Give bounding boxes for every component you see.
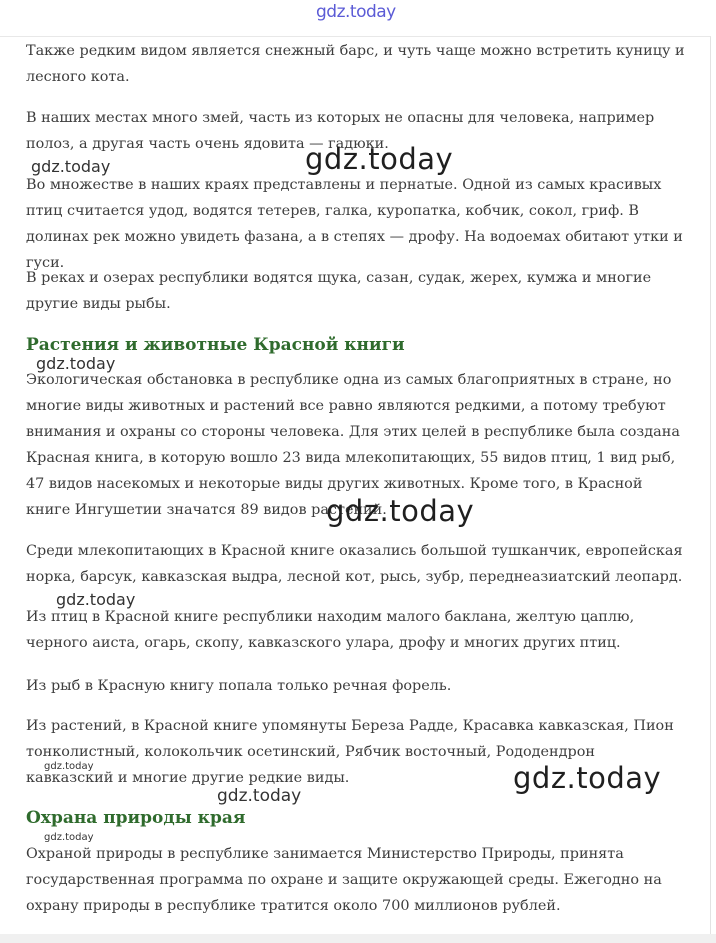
watermark: gdz.today bbox=[305, 142, 454, 176]
heading-red-book: Растения и животные Красной книги bbox=[26, 335, 405, 355]
paragraph-red-book-fish: Из рыб в Красную книгу попала только речная форель. bbox=[26, 678, 452, 694]
paragraph-plants: Из растений, в Красной книге упомянуты Береза Радде, Красавка кавказская, Пион тонколистный, колокольчик осетинский, Рябчик восточный, Рододендрон кавказский и многие другие редкие виды. bbox=[26, 718, 674, 786]
paragraph-mammals: Среди млекопитающих в Красной книге оказались большой тушканчик, европейская норка, барсук, кавказская выдра, лесной кот, рысь, зубр, переднеазиатский леопард. bbox=[26, 543, 683, 585]
watermark: gdz.today bbox=[326, 494, 475, 528]
heading-nature-protection: Охрана природы края bbox=[26, 808, 246, 828]
paragraph-red-book-birds: Из птиц в Красной книге республики находим малого баклана, желтую цаплю, черного аиста, огарь, скопу, кавказского улара, дрофу и многих других птиц. bbox=[26, 609, 635, 651]
paragraph-red-book-intro: Экологическая обстановка в республике одна из самых благоприятных в стране, но многие виды животных и растений все равно являются редкими, а потому требуют внимания и охраны со стороны человека. Для этих целей в республике была создана Красная книга, в которую вошло 23 вида млекопитающих, 55 видов птиц, 1 вид рыб, 47 видов насекомых и некоторые виды других животных. Кроме того, в Красной книге Ингушетии значатся 89 видов растений. bbox=[26, 372, 680, 518]
paragraph-fish: В реках и озерах республики водятся щука, сазан, судак, жерех, кумжа и многие другие виды рыбы. bbox=[26, 270, 652, 312]
watermark: gdz.today bbox=[31, 157, 111, 176]
watermark: gdz.today bbox=[56, 590, 136, 609]
watermark: gdz.today bbox=[36, 354, 116, 373]
watermark: gdz.today bbox=[44, 761, 94, 772]
site-header bbox=[0, 0, 716, 30]
page-footer-strip bbox=[0, 934, 716, 943]
site-watermark: gdz.today bbox=[316, 2, 396, 22]
paragraph-snakes: В наших местах много змей, часть из которых не опасны для человека, например полоз, а другая часть очень ядовита — гадюки. bbox=[26, 110, 655, 152]
watermark: gdz.today bbox=[217, 786, 302, 806]
paragraph-birds: Во множестве в наших краях представлены и пернатые. Одной из самых красивых птиц считается удод, водятся тетерев, галка, куропатка, кобчик, сокол, гриф. В долинах рек можно увидеть фазана, а в степях — дрофу. На водоемах обитают утки и гуси. bbox=[26, 177, 683, 271]
paragraph-protection: Охраной природы в республике занимается Министерство Природы, принята государственная программа по охране и защите окружающей среды. Ежегодно на охрану природы в республике тратится около 700 миллионов рублей. bbox=[26, 846, 662, 914]
watermark: gdz.today bbox=[44, 832, 94, 843]
paragraph-snow-leopard: Также редким видом является снежный барс, и чуть чаще можно встретить куницу и лесного кота. bbox=[26, 43, 685, 85]
watermark: gdz.today bbox=[513, 761, 662, 795]
